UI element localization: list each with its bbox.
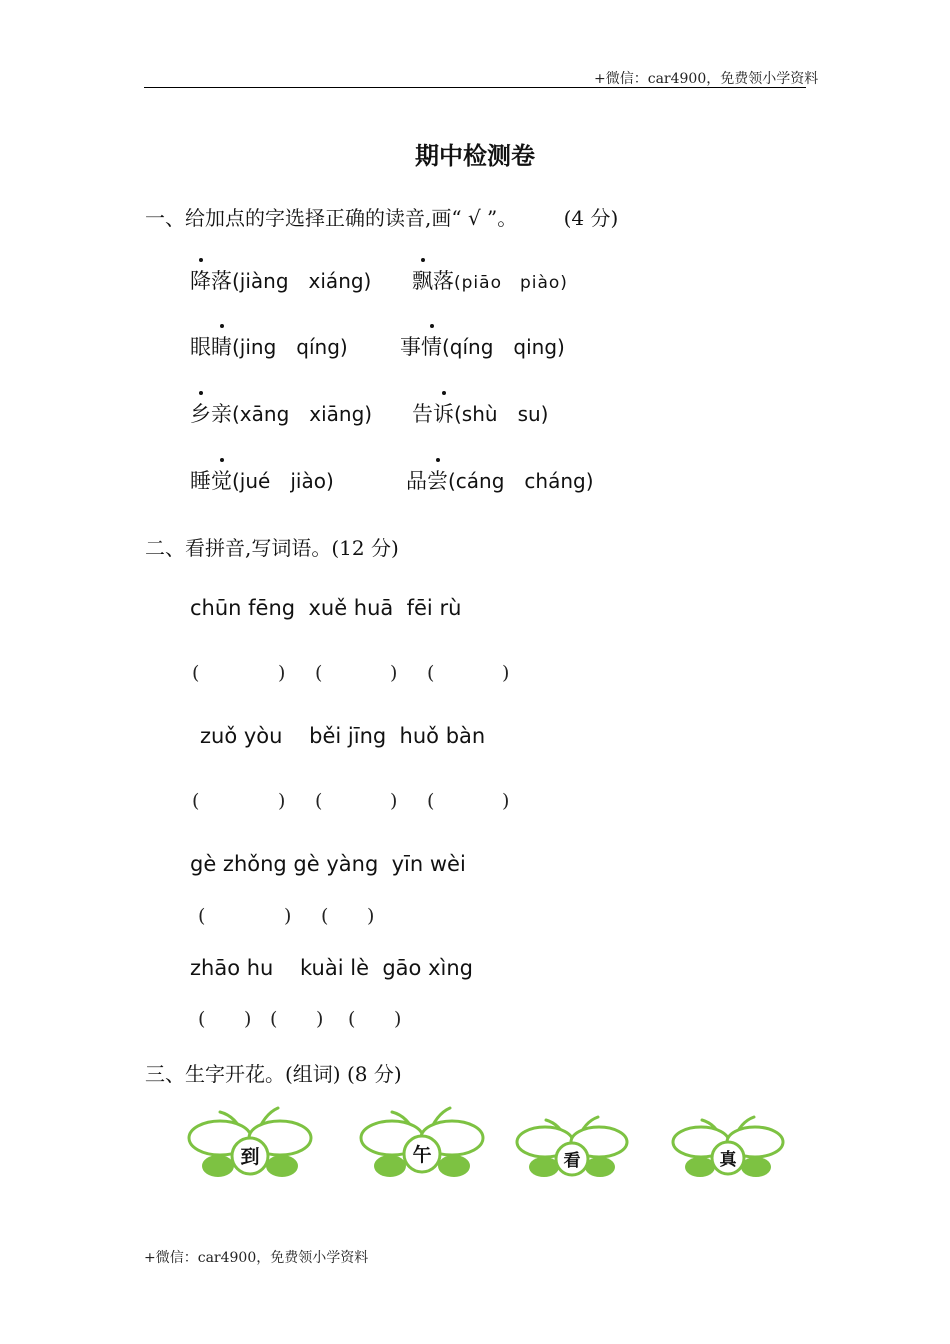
pinyin-options: (jué jiào)	[232, 469, 334, 493]
paren-open: (	[348, 1008, 356, 1030]
paren-close: )	[394, 1008, 402, 1030]
pinyin-options: (jiàng xiáng)	[232, 269, 372, 293]
section2-heading: 二、看拼音,写词语。(12 分)	[145, 536, 399, 560]
s1-item-4	[400, 331, 565, 361]
paren-close: )	[316, 1008, 324, 1030]
dotted-char: 情	[421, 331, 442, 361]
char: 眼	[190, 335, 211, 359]
paren-close: )	[502, 662, 510, 684]
section3-heading: 三、生字开花。(组词) (8 分)	[145, 1062, 402, 1086]
leaf	[685, 1157, 715, 1177]
leaf	[741, 1157, 771, 1177]
leaf	[266, 1155, 298, 1177]
paren-open: (	[198, 905, 206, 927]
pinyin-row-3: gè zhǒng gè yàng yīn wèi	[190, 852, 466, 876]
dotted-char: 睛	[211, 331, 232, 361]
s1-item-5	[190, 398, 372, 428]
paren-close: )	[390, 662, 398, 684]
pinyin-options: (piāo piào)	[454, 273, 568, 293]
paren-close: )	[284, 905, 292, 927]
char: 落	[433, 269, 454, 293]
s1-item-3	[190, 331, 348, 361]
leaf	[585, 1157, 615, 1177]
leaf	[529, 1157, 559, 1177]
s1-item-8	[406, 465, 594, 495]
paren-open: (	[270, 1008, 278, 1030]
flower-char: 午	[412, 1144, 432, 1166]
flower-char: 到	[240, 1146, 260, 1168]
s1-item-7	[190, 465, 334, 495]
page-title: 期中检测卷	[415, 141, 535, 170]
section1-heading	[145, 202, 618, 231]
footer-note: +微信：car4900，免费领小学资料	[144, 1250, 369, 1266]
pinyin-row-2: zuǒ yòu běi jīng huǒ bàn	[200, 724, 486, 748]
pinyin-row-1: chūn fēng xuě huā fēi rù	[190, 596, 462, 620]
paren-open: (	[192, 790, 200, 812]
paren-open: (	[427, 662, 435, 684]
dotted-char: 降	[190, 265, 211, 295]
pinyin-options: (jing qíng)	[232, 335, 348, 359]
leaf	[374, 1155, 406, 1177]
char: 落	[211, 269, 232, 293]
paren-open: (	[192, 662, 200, 684]
paren-close: )	[278, 790, 286, 812]
header-note: +微信：car4900，免费领小学资料	[594, 71, 819, 87]
flower-char: 看	[563, 1151, 581, 1171]
paren-open: (	[315, 662, 323, 684]
char: 告	[412, 402, 433, 426]
pinyin-row-4: zhāo hu kuài lè gāo xìng	[190, 956, 473, 980]
dotted-char: 飘	[412, 265, 433, 295]
char: 品	[406, 469, 427, 493]
pinyin-options: (xāng xiāng)	[232, 402, 373, 426]
s1-item-6	[412, 398, 548, 428]
leaf	[438, 1155, 470, 1177]
dotted-char: 尝	[427, 465, 448, 495]
dotted-char: 乡	[190, 398, 211, 428]
word-flower-1	[186, 1104, 314, 1180]
pinyin-options: (shù su)	[454, 402, 549, 426]
section1-points: (4 分)	[563, 206, 619, 230]
paren-open: (	[321, 905, 329, 927]
s1-item-2	[412, 265, 568, 295]
dotted-char: 觉	[211, 465, 232, 495]
paren-open: (	[198, 1008, 206, 1030]
leaf	[202, 1155, 234, 1177]
paren-close: )	[367, 905, 375, 927]
char: 事	[400, 335, 421, 359]
paren-open: (	[427, 790, 435, 812]
flower-char: 真	[719, 1150, 737, 1170]
char: 睡	[190, 469, 211, 493]
char: 亲	[211, 402, 232, 426]
paren-close: )	[502, 790, 510, 812]
paren-close: )	[244, 1008, 252, 1030]
paren-close: )	[278, 662, 286, 684]
pinyin-options: (cáng cháng)	[448, 469, 594, 493]
header-rule	[144, 87, 806, 88]
dotted-char: 诉	[433, 398, 454, 428]
section1-heading-text: 一、给加点的字选择正确的读音,画“ √ ”。	[145, 206, 518, 230]
pinyin-options: (qíng qing)	[442, 335, 565, 359]
s1-item-1	[190, 265, 371, 295]
word-flower-3	[514, 1112, 630, 1180]
word-flower-4	[670, 1112, 786, 1180]
paren-close: )	[390, 790, 398, 812]
word-flower-2	[358, 1104, 486, 1180]
paren-open: (	[315, 790, 323, 812]
